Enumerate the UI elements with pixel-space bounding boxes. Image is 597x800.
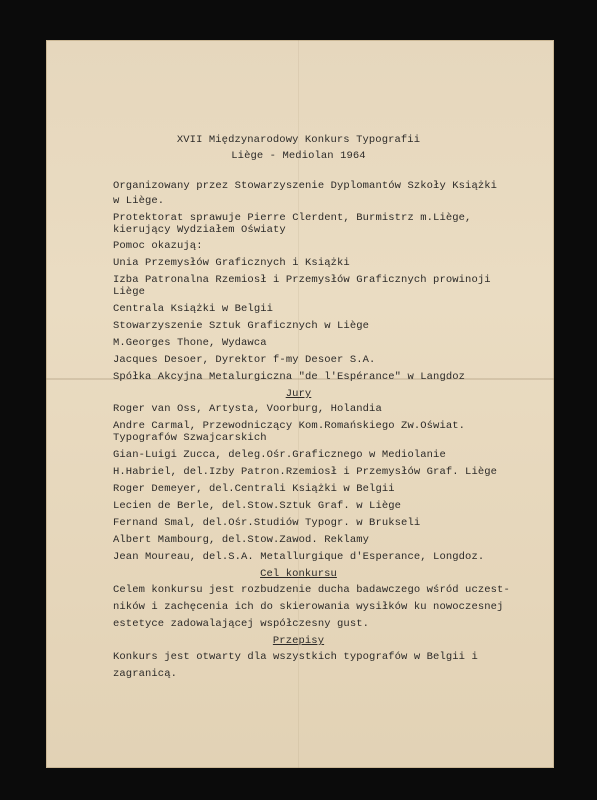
supporter-item: Jacques Desoer, Dyrektor f-my Desoer S.A. <box>113 354 376 366</box>
jury-heading: Jury <box>285 388 312 400</box>
supporter-item: Izba Patronalna Rzemiosł i Przemysłów Graficznych prowinoji <box>113 274 491 286</box>
jury-member: Typografów Szwajcarskich <box>113 432 267 444</box>
jury-member: Roger van Oss, Artysta, Voorburg, Holandia <box>113 403 382 415</box>
jury-member: Albert Mambourg, del.Stow.Zawod. Reklamy <box>113 534 370 546</box>
jury-member: Gian-Luigi Zucca, deleg.Ośr.Graficznego w Mediolanie <box>113 449 446 461</box>
goal-line: Celem konkursu jest rozbudzenie ducha badawczego wśród uczest- <box>113 584 510 596</box>
document-title: XVII Międzynarodowy Konkurs Typografii <box>176 134 421 146</box>
goal-line: estetyce zadowalającej współczesny gust. <box>113 618 370 630</box>
rules-heading: Przepisy <box>272 635 325 647</box>
patron-line-1: Protektorat sprawuje Pierre Clerdent, Burmistrz m.Liège, <box>113 212 472 224</box>
supporter-item: M.Georges Thone, Wydawca <box>113 337 267 349</box>
supporter-item: Unia Przemysłów Graficznych i Książki <box>113 257 350 269</box>
supporter-item: Stowarzyszenie Sztuk Graficznych w Liège <box>113 320 370 332</box>
supporter-item: Centrala Książki w Belgii <box>113 303 274 315</box>
goal-heading: Cel konkursu <box>260 568 337 580</box>
supporter-item: Spółka Akcyjna Metalurgiczna "de l'Espérance" w Langdoz <box>113 371 466 383</box>
rules-line: zagranicą. <box>113 668 178 680</box>
jury-member: Fernand Smal, del.Ośr.Studiów Typogr. w Brukseli <box>113 517 421 529</box>
supporter-item: Liège <box>113 286 146 298</box>
jury-member: H.Habriel, del.Izby Patron.Rzemiosł i Przemysłów Graf. Liège <box>113 466 498 478</box>
organizer-line-2: w Liège. <box>113 195 165 207</box>
jury-member: Lecien de Berle, del.Stow.Sztuk Graf. w Liège <box>113 500 402 512</box>
help-label: Pomoc okazują: <box>113 240 203 252</box>
jury-member: Andre Carmal, Przewodniczący Kom.Romańskiego Zw.Oświat. <box>113 420 466 432</box>
jury-member: Jean Moureau, del.S.A. Metallurgique d'Esperance, Longdoz. <box>113 551 485 563</box>
patron-line-2: kierujący Wydziałem Oświaty <box>113 224 286 236</box>
document-subtitle: Liège - Mediolan 1964 <box>231 150 366 162</box>
organizer-line-1: Organizowany przez Stowarzyszenie Dyplomantów Szkoły Książki <box>113 180 498 192</box>
rules-line: Konkurs jest otwarty dla wszystkich typografów w Belgii i <box>113 651 478 663</box>
goal-line: ników i zachęcenia ich do skierowania wysiłków ku nowoczesnej <box>113 601 504 613</box>
jury-member: Roger Demeyer, del.Centrali Książki w Belgii <box>113 483 395 495</box>
